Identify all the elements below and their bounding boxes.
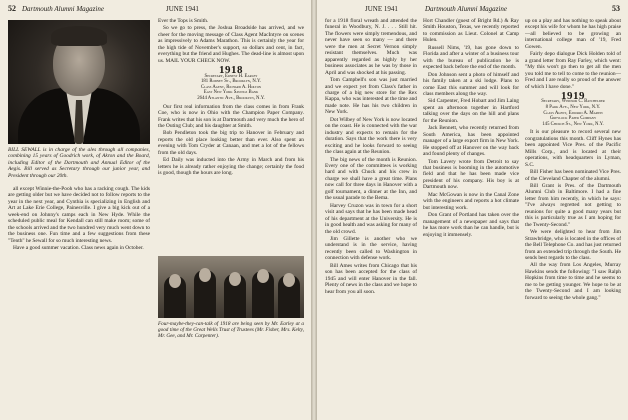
paragraph: up on a play and has nothing to speak about except his wife for whom he has high praise—all believed to be growing an international college man of '19, Fred Gowen. <box>525 18 621 50</box>
magazine-title: Dartmouth Alumni Magazine <box>425 5 507 13</box>
photo-face <box>257 269 269 283</box>
photo-face <box>199 268 211 282</box>
group-photo-caption: Four-maybe-they-can-talk of 1918 are being seen by Mr. Earley at a good time of the Great Wells Trust of Trustees (Mr. Fisher, Mrs. Kelty, Mr. Gee, and Mr. Carpenter). <box>158 321 304 340</box>
portrait-caption: BILL SEWALL is in charge of the ales through all companies, combining 15 years of Goodrich work, of Akron and the Board, including Editor of the Dartmouth and Annual Editor of the Aegis. Bill served as Secretary through our junior year, and President through our 20th. <box>8 147 150 179</box>
portrait-photo <box>8 20 150 144</box>
paragraph: Mac McGowan is now in the Canal Zone with the engineers and reports a hot climate but interesting work. <box>423 191 519 211</box>
paragraph: Russell Nims, '19, has gone down to Florida and after a winter of a business tour with the bureau of publication he is expected back before the end of the month. <box>423 44 519 71</box>
page-number: 52 <box>8 4 16 13</box>
paragraph: Don Grant of Portland has taken over the management of a newspaper and says that he has more work than he can handle, but is enjoying it immensely. <box>423 212 519 238</box>
magazine-title: Dartmouth Alumni Magazine <box>22 5 104 13</box>
class-secretary-address: 181 Rodney St., Brooklyn, N.Y. <box>200 79 262 85</box>
paragraph: Jim Gillette is another who we understand is in the service, having recently been called to Washington in connection with defense work. <box>325 235 417 262</box>
paragraph: Bill Grant is Pres. of the Dartmouth Alumni Club in Baltimore. I had a fine letter from him recently, in which he says: "I've always regretted not getting to reunions for quite a good many years but this is particularly true as I am hoping for the Twenty-Second." <box>525 183 621 228</box>
issue-date: JUNE 1941 <box>166 5 199 13</box>
class-agent-company: East New York Savings Bank <box>203 90 259 96</box>
left-page <box>0 0 311 420</box>
page-number: 53 <box>612 4 620 13</box>
paragraph: Dot Wilbey of New York is now located on the coast. He is connected with the war industry and expects to remain for the duration. Says that the work there is very exciting and he looks forward to seeing the class again at the Reunion. <box>325 116 417 156</box>
right-page <box>317 0 628 420</box>
paragraph: Fairly depo dialogue Dick Holden told of a grand letter from Ray Farley, which went: "My this won't go then to get all the men you told me to tell to come to the reunion—Fred and I are really so proud of the answer of which I have done." <box>525 51 621 90</box>
column-3 <box>325 18 417 416</box>
paragraph: All the way from Los Angeles, Murray Hawkins sends the following: "I saw Ralph Hopkins from time to time and he seems to me to be getting younger. We hope to be at the Twenty-Second and I am looking forward to seeing the whole gang." <box>525 262 621 301</box>
paragraph: We were delighted to hear from Jim Strawbridge, who is located in the offices of the Bell Telephone Co. and has just returned from an extended trip through the South. He sends best regards to the class. <box>525 229 621 262</box>
class-secretary: Secretary, Ernest H. Earley <box>204 73 258 79</box>
class-secretary-address: 8 Park Ave., New York, N.Y. <box>545 105 601 111</box>
column-4 <box>423 18 519 416</box>
class-year: 1919 <box>561 89 585 102</box>
paragraph: Have a good summer vacation. Class news again in October. <box>13 245 144 252</box>
left-running-header <box>8 4 303 16</box>
paragraph: Bob Pendleton took the big trip to Hanover in February and reports the old place looking better than ever. Also spent an evening with Tom Cryder at Canaan, and met a lot of the fellows from the old days. <box>158 130 304 156</box>
class-secretary: Secretary, Windsor C. Batchelder <box>541 99 605 105</box>
column-2 <box>158 18 304 254</box>
paragraph: The big news of the month is Reunion. Every one of the committees is working hard and with Chuck and his crew in charge we shall have a great time. Plans now call for three days in Hanover with a golf tournament, a dinner at the Inn, and the usual parade to the Bema. <box>325 156 417 202</box>
group-photo <box>158 256 304 318</box>
paragraph: Don Johnson sent a photo of himself and his family taken at a ski lodge. Plans to come East this summer and will look for class members along the way. <box>423 71 519 97</box>
photo-face <box>283 273 295 287</box>
class-agent-address: 145 Church St., New York, N.Y. <box>542 121 604 127</box>
class-agent-address: 2644 Atlantic Ave., Brooklyn, N.Y. <box>197 96 265 101</box>
right-running-header <box>325 4 620 16</box>
class-agent: Class Agent, Edward A. Martin <box>543 110 603 116</box>
photo-face <box>169 274 181 288</box>
paragraph: Jack Bennett, who recently returned from South America, has been appointed manager of a large export firm in New York. He stopped off at Hanover on the way back and found plenty of changes. <box>423 125 519 158</box>
class-agent-company: Greylock Paper Company <box>549 116 597 122</box>
column-1 <box>8 186 150 416</box>
class-year: 1918 <box>219 64 243 77</box>
class-agent: Class Agent, Richard A. Holton <box>200 84 262 90</box>
paragraph: Hort Chandler (guest of Bright Rd.) & Ray Smith Houston, Texas, we recently reported to commission as Lieut. Colonel at Camp Hulen. <box>423 18 519 44</box>
class-1918-heading <box>158 64 304 101</box>
photo-hair <box>51 26 107 46</box>
paragraph: Ed Daily was inducted into the Army in March and from his letters he is already rather enjoying the change; certainly the food is good, though the hours are long. <box>158 157 304 177</box>
paragraph: Tom Campbell's son was just married and we expect yet from Class's father in charge of a big new store for the Rex Kappa, who was interested at the time and made note. He has his two children in New York. <box>325 77 417 116</box>
paragraph: It is our pleasure to record several new congratulations this month. Cliff Hynes has been appointed Vice Pres. of the Pacific Mills Corp., and is located at their operations, with headquarters in Lyman, S.C. <box>525 129 621 168</box>
issue-date: JUNE 1941 <box>365 5 398 13</box>
paragraph: So we go to press, the Joshua Broadside has arrived, and we cheer for the moving message of Class Agent MacIntyre on scenes as impressively to Adams Marathon. This is certainly the year for the high tide of November's support, so dollars and cent, in fact, everything but the friend and Hughes. The dead-line is almost upon us. MAIL YOUR CHECK NOW. <box>158 25 304 64</box>
paragraph: Sid Carpenter, Fred Hobart and Jim Laing spent an afternoon together in Hartford talking over the days on the hill and plans for the Reunion. <box>423 98 519 124</box>
paragraph: Our first real information from the class comes in from Frank Coe, who is now in Ohio with the Champion Paper Company. Frank writes that his son is at Dartmouth and very much the hero of the Outing Club; and his daughter at Smith. <box>158 103 304 129</box>
paragraph: for a 1918 floral wreath and attended the funeral in Woodbury, N. J. . . . Still hit. The flowers were simply tremendous, and never have seen so many — and there were the men at Secret Vernon simply resistant themselves. Much was apparently regarded as highly by her business associates as he was by those in April and was shocked at his passing. <box>325 18 417 76</box>
column-5 <box>525 18 621 416</box>
photo-face <box>229 272 241 286</box>
paragraph: Ever the Tops is Smith. <box>158 18 209 24</box>
paragraph: Tom Lavery wrote from Detroit to say that business is booming in the automotive field and that he has been made vice president of his company. His boy is at Dartmouth now. <box>423 158 519 191</box>
paragraph: Harvey Cruzon was in town for a short visit and says that he has been made head of his department at the University. He is in good health and was asking for many of the old crowd. <box>325 202 417 235</box>
paragraph: Bill Fisher has been nominated Vice Pres. of the Cleveland Chapter of the alumni. <box>525 169 621 182</box>
paragraph: Bill Ames writes from Chicago that his son has been accepted for the class of 1945 and will enter Hanover in the fall. Plenty of news in the class and we hope to hear from you all soon. <box>325 262 417 295</box>
paragraph: all except Winnie-the-Pooh who has a racking cough. The kids are getting older but we have decided not to follow reports to the year in the next year, and Cynthia is specializing in English and Art at Lake Erie College, Painesville. I give a big kick out of a week-end on Johnny's camps each in New Hyde. While the scheduled public meal for Kendall can still make room; some of the schools arrived and the two hundred very much went down to the business one. Fun time and a few suggestions from these "Tenth" he Sewall for so much interesting news. <box>8 186 150 244</box>
class-1919-heading <box>525 89 621 127</box>
